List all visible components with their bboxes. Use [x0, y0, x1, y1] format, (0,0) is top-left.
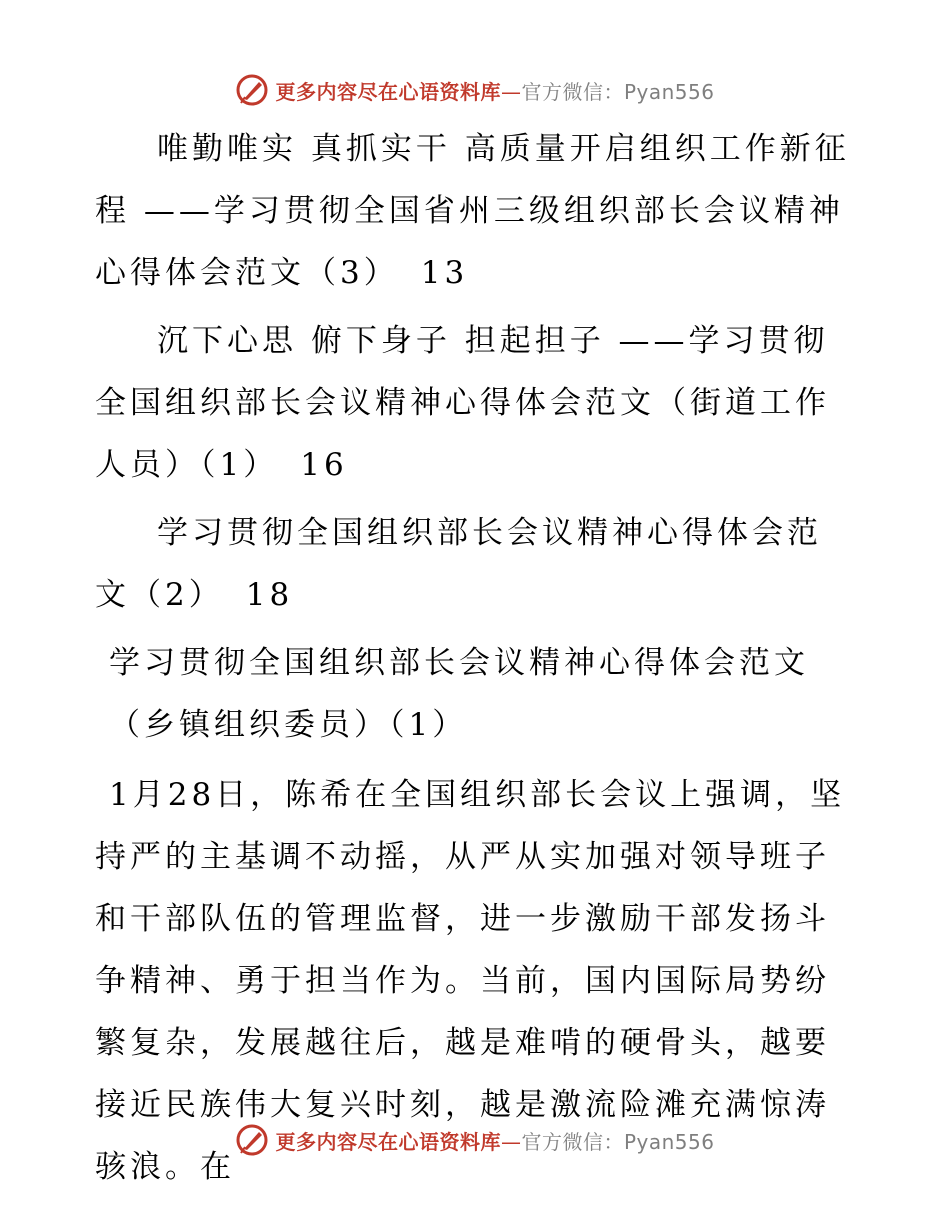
banner-wechat: 官方微信：Pyan556	[521, 79, 715, 104]
toc-entry-page: 13	[420, 255, 469, 291]
toc-entry-3[interactable]	[95, 502, 855, 626]
footer-banner	[0, 1120, 950, 1160]
toc-entry-title: 唯勤唯实 真抓实干 高质量开启组织工作新征程 ——学习贯彻全国省州三级组织部长会议精神心得体会范文（3）	[95, 131, 850, 291]
banner-text	[275, 1126, 714, 1155]
toc-entry-title: 沉下心思 俯下身子 担起担子 ——学习贯彻全国组织部长会议精神心得体会范文（街道工作人员）（1）	[95, 323, 830, 483]
quill-logo-icon	[235, 73, 269, 107]
article-body: 1月28日，陈希在全国组织部长会议上强调，坚持严的主基调不动摇，从严从实加强对领导班子和干部队伍的管理监督，进一步激励干部发扬斗争精神、勇于担当作为。当前，国内国际局势纷繁复杂，发展越往后，越是难啃的硬骨头，越要接近民族伟大复兴时刻，越是激流险滩充满惊涛骇浪。在	[95, 777, 846, 1185]
banner-dash: —	[500, 1129, 522, 1154]
article-heading-line1: 学习贯彻全国组织部长会议精神心得体会范文	[109, 645, 809, 681]
document-content	[95, 118, 855, 1198]
banner-site-name: 更多内容尽在心语资料库	[275, 1129, 501, 1154]
banner-dash: —	[500, 79, 522, 104]
article-heading	[95, 632, 855, 756]
toc-entry-page: 18	[245, 577, 294, 613]
toc-entry-title: 学习贯彻全国组织部长会议精神心得体会范文（2）	[95, 515, 822, 613]
toc-entry-2[interactable]	[95, 310, 855, 496]
quill-logo-icon	[235, 1123, 269, 1157]
header-banner	[0, 70, 950, 110]
banner-wechat: 官方微信：Pyan556	[521, 1129, 715, 1154]
article-heading-line2: （乡镇组织委员）（1）	[109, 707, 468, 743]
banner-site-name: 更多内容尽在心语资料库	[275, 79, 501, 104]
toc-entry-page: 16	[300, 447, 348, 483]
banner-text	[275, 76, 714, 105]
toc-entry-1[interactable]	[95, 118, 855, 304]
